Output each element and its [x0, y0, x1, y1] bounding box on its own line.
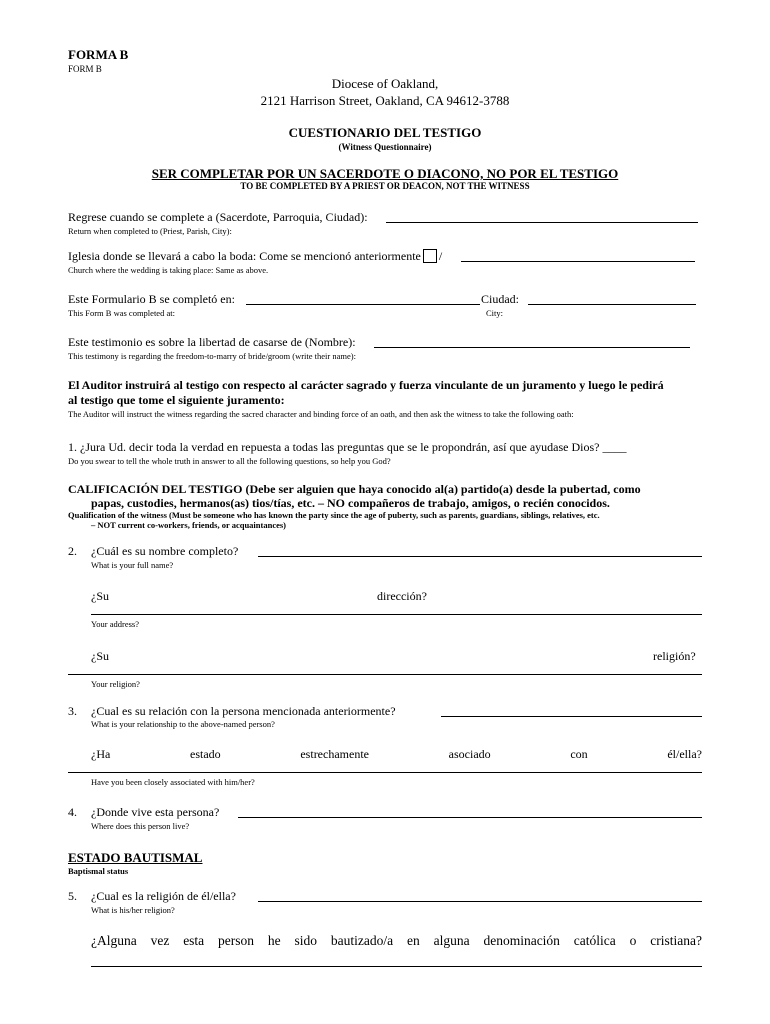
baptized-word: esta [183, 933, 205, 948]
church-label: Iglesia donde se llevará a cabo la boda: Come se mencionó anteriormente / [68, 249, 443, 263]
association-word: con [570, 747, 588, 761]
question-4: ¿Donde vive esta persona? [91, 805, 220, 819]
form-subtitle: FORM B [68, 64, 102, 74]
qualification-en-line1: Qualification of the witness (Must be someone who has known the party since the age of puberty, such as parents, guardians, siblings, relatives, etc. [68, 510, 600, 520]
page-subtitle: (Witness Questionnaire) [338, 142, 432, 152]
question-4-en: Where does this person live? [91, 821, 190, 831]
address-question-word1: ¿Su [91, 589, 109, 603]
city-input-line[interactable] [528, 304, 696, 305]
baptismal-section-title: ESTADO BAUTISMAL [68, 850, 203, 865]
question-4-number: 4. [68, 805, 77, 819]
instruction-en: TO BE COMPLETED BY A PRIEST OR DEACON, NOT THE WITNESS [240, 181, 530, 191]
religion-input-line[interactable] [68, 674, 702, 675]
relationship-input-line[interactable] [441, 716, 702, 717]
religion-question-en: Your religion? [91, 679, 140, 689]
religion-question-word1: ¿Su [91, 649, 109, 663]
baptized-word: denominación [483, 933, 560, 948]
city-label: Ciudad: [481, 292, 519, 306]
question-2-number: 2. [68, 544, 77, 558]
association-word: ¿Ha [91, 747, 111, 761]
return-label-en: Return when completed to (Priest, Parish, City): [68, 226, 232, 236]
question-2-en: What is your full name? [91, 560, 174, 570]
baptized-input-line[interactable] [91, 966, 702, 967]
person-religion-input-line[interactable] [258, 901, 702, 902]
question-3-en: What is your relationship to the above-named person? [91, 719, 275, 729]
baptized-question [91, 933, 702, 949]
form-completed-label: Este Formulario B se completó en: [68, 292, 235, 306]
question-3: ¿Cual es su relación con la persona mencionada anteriormente? [91, 704, 396, 718]
form-title: FORMA B [68, 47, 129, 62]
question-3-number: 3. [68, 704, 77, 718]
return-input-line[interactable] [386, 222, 698, 223]
form-completed-label-en: This Form B was completed at: [68, 308, 175, 318]
city-label-en: City: [486, 308, 504, 318]
baptized-word: ¿Alguna [91, 933, 137, 948]
qualification-line1: CALIFICACIÓN DEL TESTIGO (Debe ser alguien que haya conocido al(a) partido(a) desde la pubertad, como [68, 482, 641, 496]
qualification-line2: papas, custodies, hermanos(as) tios/tías, etc. – NO compañeros de trabajo, amigos, o recién conocidos. [91, 496, 610, 510]
association-input-line[interactable] [68, 772, 702, 773]
question-5-en: What is his/her religion? [91, 905, 175, 915]
baptized-word: person [218, 933, 255, 948]
residence-input-line[interactable] [238, 817, 702, 818]
auditor-instruction-line2: al testigo que tome el siguiente juramento: [68, 393, 285, 407]
instruction-es: SER COMPLETAR POR UN SACERDOTE O DIACONO, NO POR EL TESTIGO [151, 166, 619, 181]
testimony-input-line[interactable] [374, 347, 690, 348]
baptized-word: cristiana? [650, 933, 702, 948]
baptized-word: he [267, 933, 281, 948]
diocese-name: Diocese of Oakland, [331, 76, 439, 91]
baptized-word: sido [294, 933, 318, 948]
testimony-label: Este testimonio es sobre la libertad de casarse de (Nombre): [68, 335, 356, 349]
question-2: ¿Cuál es su nombre completo? [91, 544, 239, 558]
religion-question-word2: religión? [653, 649, 696, 663]
baptized-word: vez [150, 933, 170, 948]
association-word: él/ella? [667, 747, 702, 761]
baptized-word: católica [573, 933, 616, 948]
association-question-en: Have you been closely associated with him/her? [91, 777, 255, 787]
question-1-en: Do you swear to tell the whole truth in answer to all the following questions, so help you God? [68, 456, 391, 466]
baptismal-section-subtitle: Baptismal status [68, 866, 129, 876]
association-word: asociado [448, 747, 491, 761]
page-title: CUESTIONARIO DEL TESTIGO [288, 125, 482, 140]
full-name-input-line[interactable] [258, 556, 702, 557]
address-question-word2: dirección? [377, 589, 427, 603]
return-label: Regrese cuando se complete a (Sacerdote, Parroquia, Ciudad): [68, 210, 368, 224]
baptized-word: o [629, 933, 637, 948]
question-1: 1. ¿Jura Ud. decir toda la verdad en repuesta a todas las preguntas que se le propondrán, así que ayudase Dios? ____ [68, 440, 627, 454]
same-as-above-checkbox[interactable] [423, 249, 437, 263]
address-input-line[interactable] [91, 614, 702, 615]
question-5-number: 5. [68, 889, 77, 903]
diocese-address: 2121 Harrison Street, Oakland, CA 94612-3788 [260, 93, 510, 108]
association-question [91, 747, 702, 762]
qualification-en-line2: – NOT current co-workers, friends, or acquaintances) [91, 520, 287, 530]
baptized-word: en [406, 933, 420, 948]
testimony-label-en: This testimony is regarding the freedom-to-marry of bride/groom (write their name): [68, 351, 356, 361]
auditor-instruction-line1: El Auditor instruirá al testigo con respecto al carácter sagrado y fuerza vinculante de un juramento y luego le pedirá [68, 378, 664, 392]
baptized-word: bautizado/a [330, 933, 394, 948]
address-question-en: Your address? [91, 619, 140, 629]
association-word: estado [190, 747, 221, 761]
question-5: ¿Cual es la religión de él/ella? [91, 889, 236, 903]
church-input-line[interactable] [461, 261, 695, 262]
baptized-word: alguna [433, 933, 470, 948]
church-label-en: Church where the wedding is taking place: Same as above. [68, 265, 269, 275]
auditor-instruction-en: The Auditor will instruct the witness regarding the sacred character and binding force of an oath, and then ask the witness to take the following oath: [68, 409, 574, 419]
association-word: estrechamente [300, 747, 369, 761]
form-completed-input-line[interactable] [246, 304, 480, 305]
